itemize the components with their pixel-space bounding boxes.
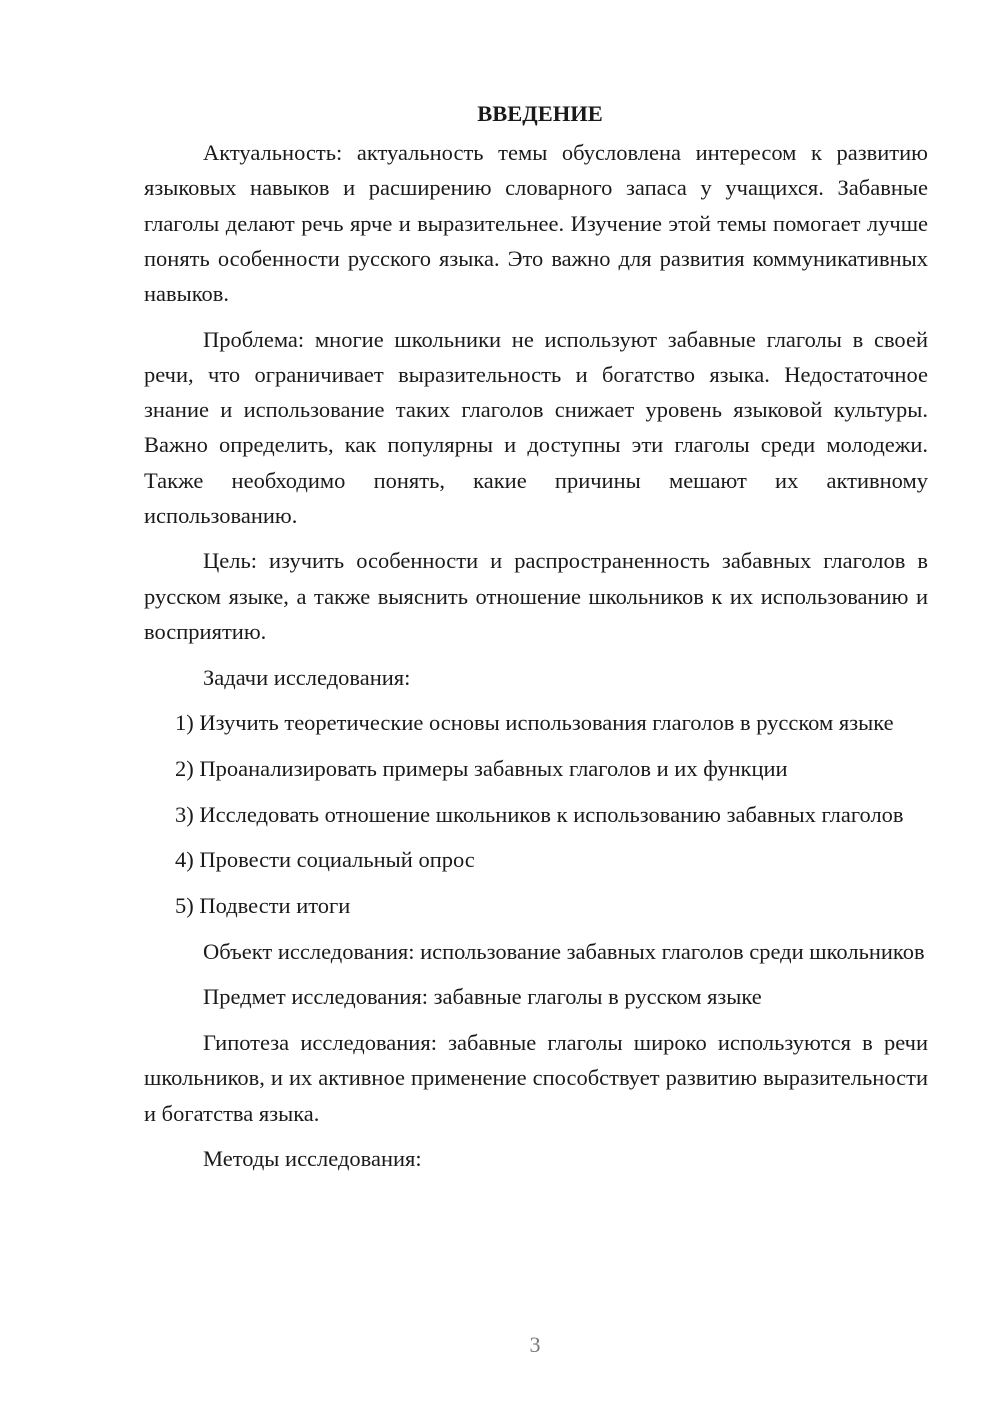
paragraph-problem: Проблема: многие школьники не используют забавные глаголы в своей речи, что ограничивает выразительность и богатство языка. Недостаточное знание и использование таких глаголов снижает уровень языковой культуры. Важно определить, как популярны и доступны эти глаголы среди молодежи. Также необходимо понять, какие причины мешают их активному использованию. bbox=[144, 326, 928, 528]
task-item-4: 4) Провести социальный опрос bbox=[175, 847, 475, 873]
paragraph-object: Объект исследования: использование забавных глаголов среди школьников bbox=[203, 938, 925, 964]
paragraph-tasks-heading: Задачи исследования: bbox=[203, 664, 411, 690]
task-item-3: 3) Исследовать отношение школьников к использованию забавных глаголов bbox=[175, 801, 904, 827]
paragraph-goal: Цель: изучить особенности и распространенность забавных глаголов в русском языке, а также выяснить отношение школьников к их использованию и восприятию. bbox=[144, 548, 928, 644]
paragraph-hypothesis: Гипотеза исследования: забавные глаголы широко используются в речи школьников, и их активное применение способствует развитию выразительности и богатства языка. bbox=[144, 1030, 928, 1126]
paragraph-relevance: Актуальность: актуальность темы обусловлена интересом к развитию языковых навыков и расширению словарного запаса у учащихся. Забавные глаголы делают речь ярче и выразительнее. Изучение этой темы помогает лучше понять особенности русского языка. Это важно для развития коммуникативных навыков. bbox=[144, 140, 928, 307]
page-content bbox=[144, 96, 928, 1187]
task-item-5: 5) Подвести итоги bbox=[175, 893, 351, 919]
paragraph-methods: Методы исследования: bbox=[203, 1146, 422, 1172]
page-number: 3 bbox=[529, 1332, 541, 1357]
page-title: ВВЕДЕНИЕ bbox=[477, 101, 603, 126]
task-item-1: 1) Изучить теоретические основы использования глаголов в русском языке bbox=[175, 710, 894, 736]
paragraph-subject: Предмет исследования: забавные глаголы в русском языке bbox=[203, 984, 762, 1010]
task-item-2: 2) Проанализировать примеры забавных глаголов и их функции bbox=[175, 755, 788, 781]
